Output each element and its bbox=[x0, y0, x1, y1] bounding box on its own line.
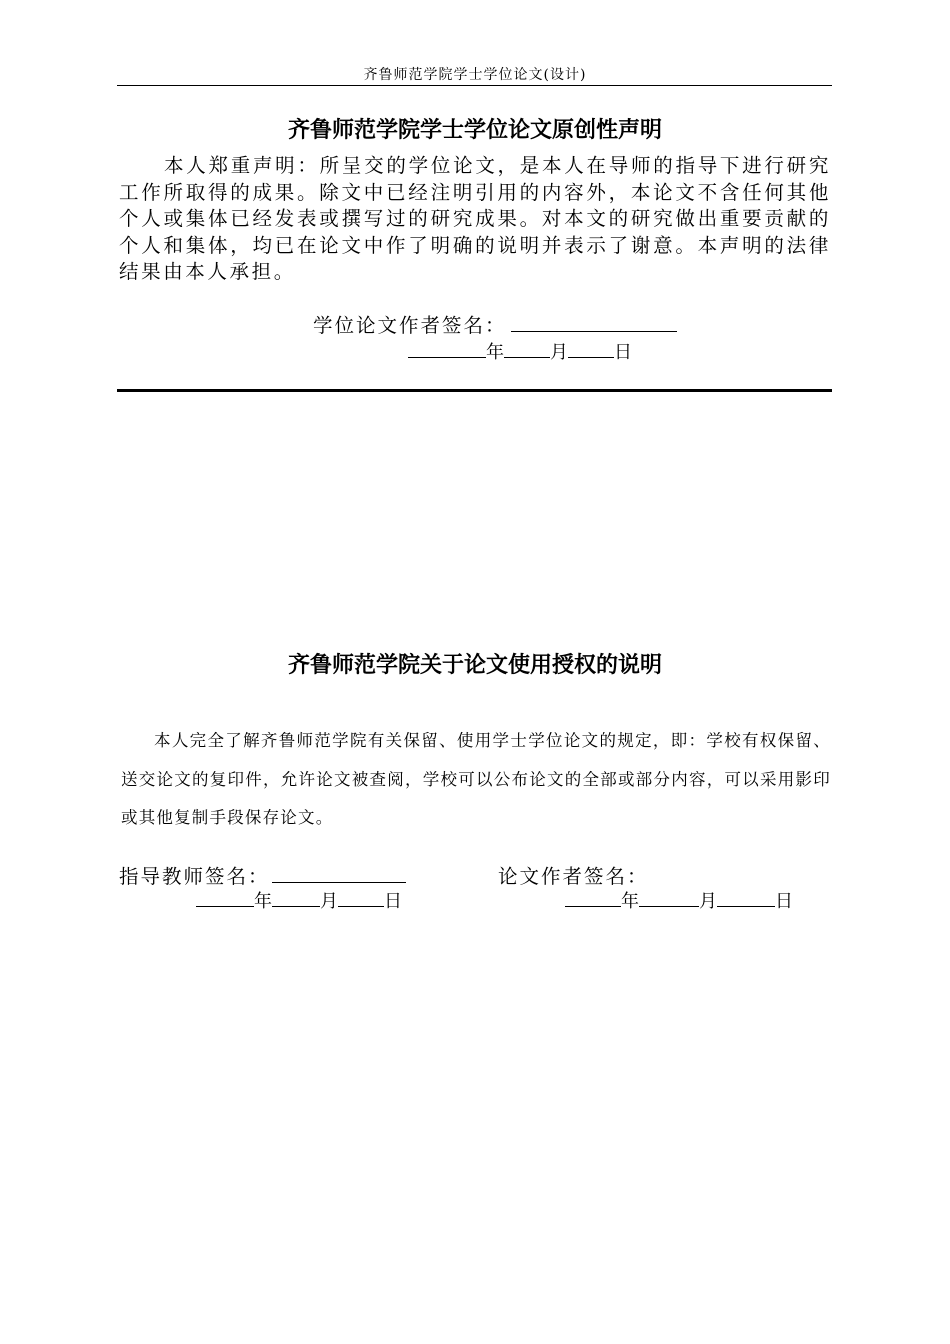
date-year-field[interactable] bbox=[408, 339, 486, 358]
advisor-year-field[interactable] bbox=[196, 888, 254, 907]
date-day-label: 日 bbox=[614, 342, 632, 363]
originality-date-line bbox=[408, 339, 632, 365]
authorization-body: 本人完全了解齐鲁师范学院有关保留、使用学士学位论文的规定，即：学校有权保留、送交论文的复印件，允许论文被查阅，学校可以公布论文的全部或部分内容，可以采用影印或其他复制手段保存论文。 bbox=[121, 731, 831, 827]
advisor-signature-line bbox=[119, 864, 406, 890]
originality-body: 本人郑重声明：所呈交的学位论文，是本人在导师的指导下进行研究工作所取得的成果。除文中已经注明引用的内容外，本论文不含任何其他个人或集体已经发表或撰写过的研究成果。对本文的研究做出重要贡献的个人和集体，均已在论文中作了明确的说明并表示了谢意。本声明的法律结果由本人承担。 bbox=[119, 154, 831, 283]
authorization-title: 齐鲁师范学院关于论文使用授权的说明 bbox=[287, 653, 662, 678]
originality-title: 齐鲁师范学院学士学位论文原创性声明 bbox=[287, 118, 662, 143]
author-day-label: 日 bbox=[775, 891, 793, 912]
date-month-field[interactable] bbox=[504, 339, 550, 358]
advisor-signature-label: 指导教师签名： bbox=[119, 865, 270, 888]
author-signature-label: 学位论文作者签名： bbox=[313, 314, 507, 337]
advisor-signature-field[interactable] bbox=[272, 864, 406, 883]
advisor-month-field[interactable] bbox=[272, 888, 320, 907]
header-rule bbox=[117, 85, 832, 86]
advisor-year-label: 年 bbox=[254, 891, 272, 912]
date-day-field[interactable] bbox=[568, 339, 614, 358]
author-date-line bbox=[565, 888, 793, 914]
date-year-label: 年 bbox=[486, 342, 504, 363]
running-header: 齐鲁师范学院学士学位论文(设计) bbox=[363, 67, 587, 83]
author-signature-field[interactable] bbox=[511, 313, 677, 332]
thesis-author-signature-label: 论文作者签名： bbox=[498, 865, 649, 888]
advisor-day-field[interactable] bbox=[338, 888, 384, 907]
thesis-author-signature-line bbox=[498, 864, 649, 890]
author-month-field[interactable] bbox=[639, 888, 699, 907]
author-month-label: 月 bbox=[699, 891, 717, 912]
author-year-label: 年 bbox=[621, 891, 639, 912]
author-signature-line bbox=[313, 313, 677, 339]
author-year-field[interactable] bbox=[565, 888, 621, 907]
author-day-field[interactable] bbox=[717, 888, 775, 907]
advisor-day-label: 日 bbox=[384, 891, 402, 912]
advisor-month-label: 月 bbox=[320, 891, 338, 912]
date-month-label: 月 bbox=[550, 342, 568, 363]
section-divider bbox=[117, 389, 832, 392]
advisor-date-line bbox=[196, 888, 402, 914]
